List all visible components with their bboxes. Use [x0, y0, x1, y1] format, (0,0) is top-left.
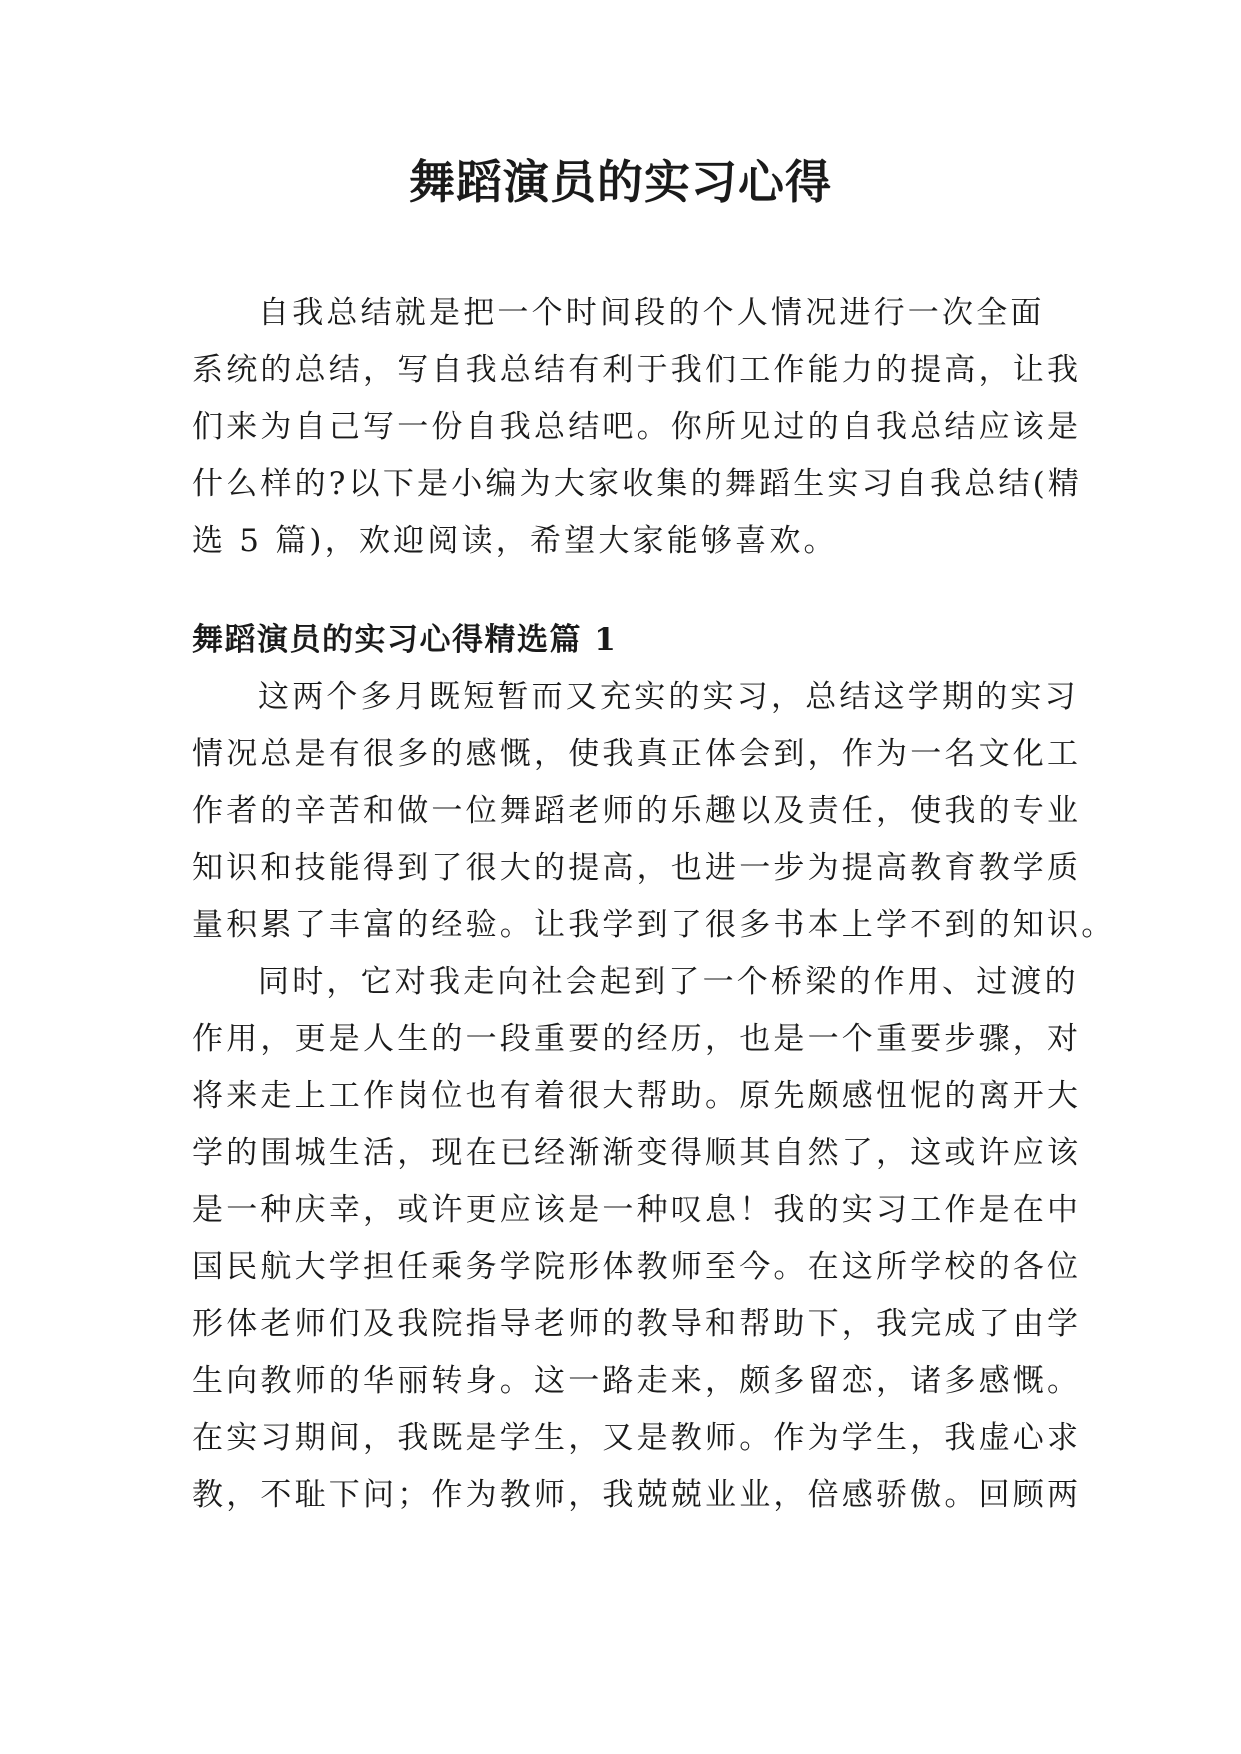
section-line: 这两个多月既短暂而又充实的实习，总结这学期的实习 [258, 679, 1079, 715]
document-title: 舞蹈演员的实习心得 [409, 155, 832, 209]
intro-line: 什么样的?以下是小编为大家收集的舞蹈生实习自我总结(精 [192, 466, 1083, 502]
section-line: 教，不耻下问；作为教师，我兢兢业业，倍感骄傲。回顾两 [192, 1477, 1082, 1513]
intro-line: 们来为自己写一份自我总结吧。你所见过的自我总结应该是 [192, 409, 1082, 445]
intro-line: 自我总结就是把一个时间段的个人情况进行一次全面 [258, 295, 1045, 331]
section-line: 作者的辛苦和做一位舞蹈老师的乐趣以及责任，使我的专业 [192, 793, 1082, 829]
section-line: 国民航大学担任乘务学院形体教师至今。在这所学校的各位 [192, 1249, 1082, 1285]
section-line: 是一种庆幸，或许更应该是一种叹息！我的实习工作是在中 [192, 1192, 1082, 1228]
section-line: 作用，更是人生的一段重要的经历，也是一个重要步骤，对 [192, 1021, 1082, 1057]
section-line: 情况总是有很多的感慨，使我真正体会到，作为一名文化工 [192, 736, 1082, 772]
section-line: 量积累了丰富的经验。让我学到了很多书本上学不到的知识。 [192, 907, 1116, 943]
section-line: 学的围城生活，现在已经渐渐变得顺其自然了，这或许应该 [192, 1135, 1082, 1171]
section-heading: 舞蹈演员的实习心得精选篇 1 [192, 622, 618, 658]
intro-paragraph [192, 285, 1083, 570]
intro-line: 选 5 篇)，欢迎阅读，希望大家能够喜欢。 [192, 523, 838, 559]
section-line: 知识和技能得到了很大的提高，也进一步为提高教育教学质 [192, 850, 1082, 886]
section-line: 形体老师们及我院指导老师的教导和帮助下，我完成了由学 [192, 1306, 1082, 1342]
section-line: 在实习期间，我既是学生，又是教师。作为学生，我虚心求 [192, 1420, 1082, 1456]
section-line: 同时，它对我走向社会起到了一个桥梁的作用、过渡的 [258, 964, 1079, 1000]
section-line: 将来走上工作岗位也有着很大帮助。原先颇感忸怩的离开大 [192, 1078, 1082, 1114]
section-line: 生向教师的华丽转身。这一路走来，颇多留恋，诸多感慨。 [192, 1363, 1082, 1399]
section-body [192, 669, 1116, 1524]
intro-line: 系统的总结，写自我总结有利于我们工作能力的提高，让我 [192, 352, 1082, 388]
